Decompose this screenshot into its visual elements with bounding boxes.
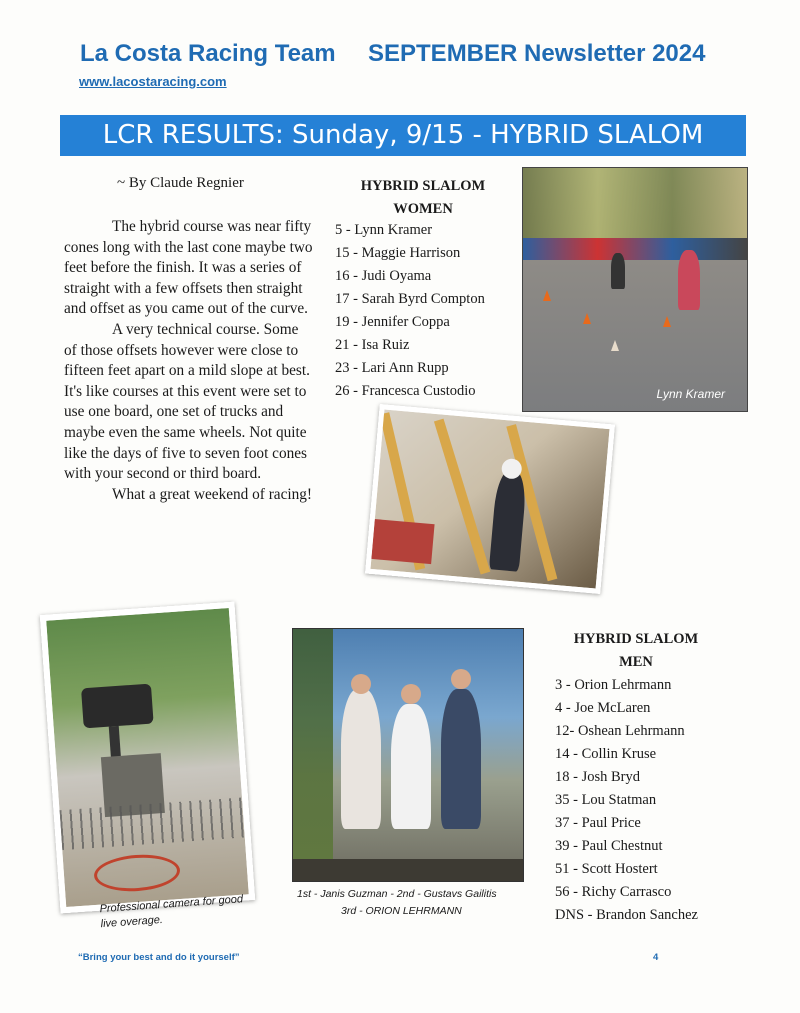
article-body [64,217,314,505]
result-item: 3 - Orion Lehrmann [555,677,672,693]
result-item: 14 - Collin Kruse [555,746,657,762]
result-item: 19 - Jennifer Coppa [335,314,450,330]
team-name: La Costa Racing Team [80,40,336,67]
article-paragraph: The hybrid course was near fifty cones long with the last cone maybe two feet before the finish. It was a series of straight with a few offsets then straight and offset as you came out of the curve. [64,218,313,318]
result-item: 16 - Judi Oyama [335,268,432,284]
result-item: 35 - Lou Statman [555,792,657,808]
article-byline: ~ By Claude Regnier [117,175,244,191]
skater-photo [365,404,615,594]
result-item: 21 - Isa Ruiz [335,337,410,353]
result-item: 18 - Josh Bryd [555,769,640,785]
result-item: 26 - Francesca Custodio [335,383,476,399]
photo-caption: Lynn Kramer [656,387,725,401]
result-item: 12- Oshean Lehrmann [555,723,685,739]
result-item: 23 - Lari Ann Rupp [335,360,449,376]
men-title-line1: HYBRID SLALOM [573,631,699,647]
result-item: 39 - Paul Chestnut [555,838,663,854]
result-item: 15 - Maggie Harrison [335,245,461,261]
result-item: 56 - Richy Carrasco [555,884,672,900]
men-title-line2: MEN [619,654,653,670]
result-item: 17 - Sarah Byrd Compton [335,291,485,307]
lynn-kramer-photo [522,167,748,412]
podium-photo [292,628,524,882]
women-results-list [335,219,485,403]
podium-caption-1: 1st - Janis Guzman - 2nd - Gustavs Gailitis [297,888,497,900]
result-item: DNS - Brandon Sanchez [555,907,698,923]
page-number: 4 [653,952,659,963]
men-results-list [555,674,698,927]
website-link[interactable]: www.lacostaracing.com [79,74,227,89]
results-banner: LCR RESULTS: Sunday, 9/15 - HYBRID SLALOM [60,115,746,156]
result-item: 37 - Paul Price [555,815,641,831]
footer-quote: “Bring your best and do it yourself” [78,952,240,963]
women-title-line1: HYBRID SLALOM [360,178,486,194]
women-results-title [336,175,510,221]
camera-caption: Professional camera for good live overage. [99,893,244,931]
result-item: 51 - Scott Hostert [555,861,658,877]
newsletter-title: SEPTEMBER Newsletter 2024 [368,40,706,67]
article-paragraph: A very technical course. Some of those offsets however were close to fifteen feet apart on a mild slope at best. It's like courses at this event were set to use one board, one set of trucks and maybe even the same wheels. Not quite like the days of five to seven foot cones with your second or third board. [64,320,310,483]
camera-photo [40,602,255,914]
podium-caption-2: 3rd - ORION LEHRMANN [341,905,462,917]
women-title-line2: WOMEN [393,201,453,217]
result-item: 4 - Joe McLaren [555,700,651,716]
result-item: 5 - Lynn Kramer [335,222,433,238]
article-paragraph: What a great weekend of racing! [112,485,313,503]
men-results-title [555,628,717,674]
